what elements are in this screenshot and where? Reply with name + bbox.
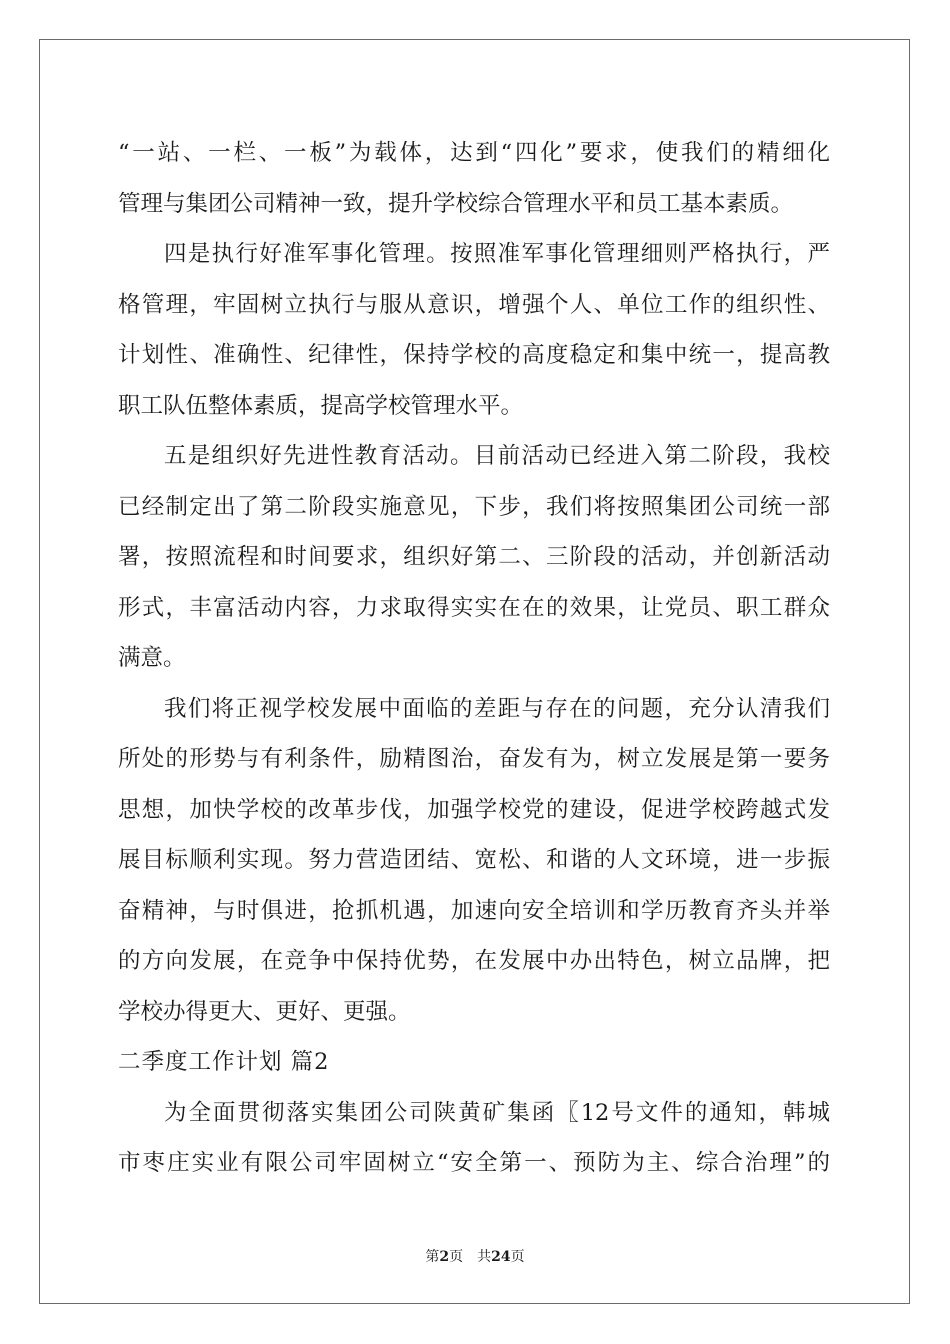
text-line: 思想，加快学校的改革步伐，加强学校党的建设，促进学校跨越式发	[118, 796, 830, 823]
text-line: 计划性、准确性、纪律性，保持学校的高度稳定和集中统一，提高教	[118, 342, 830, 368]
text-line: 所处的形势与有利条件，励精图治，奋发有为，树立发展是第一要务	[118, 746, 830, 772]
text-line: 职工队伍整体素质，提高学校管理水平。	[118, 392, 524, 419]
text-line: 奋精神，与时俱进，抢抓机遇，加速向安全培训和学历教育齐头并举	[118, 897, 830, 924]
text-line: 为全面贯彻落实集团公司陕黄矿集函〖12号文件的通知，韩城	[164, 1099, 830, 1126]
text-line: 形式，丰富活动内容，力求取得实实在在的效果，让党员、职工群众	[118, 594, 830, 621]
text-line: 满意。	[118, 645, 186, 671]
text-line: 格管理，牢固树立执行与服从意识，增强个人、单位工作的组织性、	[118, 291, 830, 318]
document-body	[118, 128, 830, 1189]
text-line: “一站、一栏、一板”为载体，达到“四化”要求，使我们的精细化	[118, 140, 830, 166]
paragraph	[118, 229, 830, 431]
page-footer	[0, 1248, 950, 1266]
paragraph	[118, 128, 830, 229]
footer-total-prefix: 共	[477, 1249, 492, 1265]
footer-page-suffix: 页	[449, 1249, 464, 1265]
section-heading: 二季度工作计划 篇2	[118, 1049, 330, 1075]
paragraph	[118, 1088, 830, 1189]
text-line: 我们将正视学校发展中面临的差距与存在的问题，充分认清我们	[164, 695, 830, 722]
footer-page-prefix: 第	[425, 1249, 440, 1265]
text-line: 学校办得更大、更好、更强。	[118, 998, 411, 1025]
footer-total-pages: 24	[491, 1249, 511, 1265]
text-line: 展目标顺利实现。努力营造团结、宽松、和谐的人文环境，进一步振	[118, 847, 830, 873]
text-line: 的方向发展，在竞争中保持优势，在发展中办出特色，树立品牌，把	[118, 948, 830, 974]
footer-page-number: 2	[439, 1249, 450, 1265]
text-line: 署，按照流程和时间要求，组织好第二、三阶段的活动，并创新活动	[118, 544, 830, 570]
text-line: 市枣庄实业有限公司牢固树立“安全第一、预防为主、综合治理”的	[118, 1150, 830, 1176]
text-line: 管理与集团公司精神一致，提升学校综合管理水平和员工基本素质。	[118, 190, 794, 217]
text-line: 已经制定出了第二阶段实施意见，下步，我们将按照集团公司统一部	[118, 493, 830, 520]
text-line: 四是执行好准军事化管理。按照准军事化管理细则严格执行，严	[164, 241, 830, 267]
text-line: 五是组织好先进性教育活动。目前活动已经进入第二阶段，我校	[164, 443, 830, 469]
paragraph	[118, 684, 830, 1038]
paragraph	[118, 431, 830, 684]
footer-total-suffix: 页	[510, 1249, 525, 1265]
